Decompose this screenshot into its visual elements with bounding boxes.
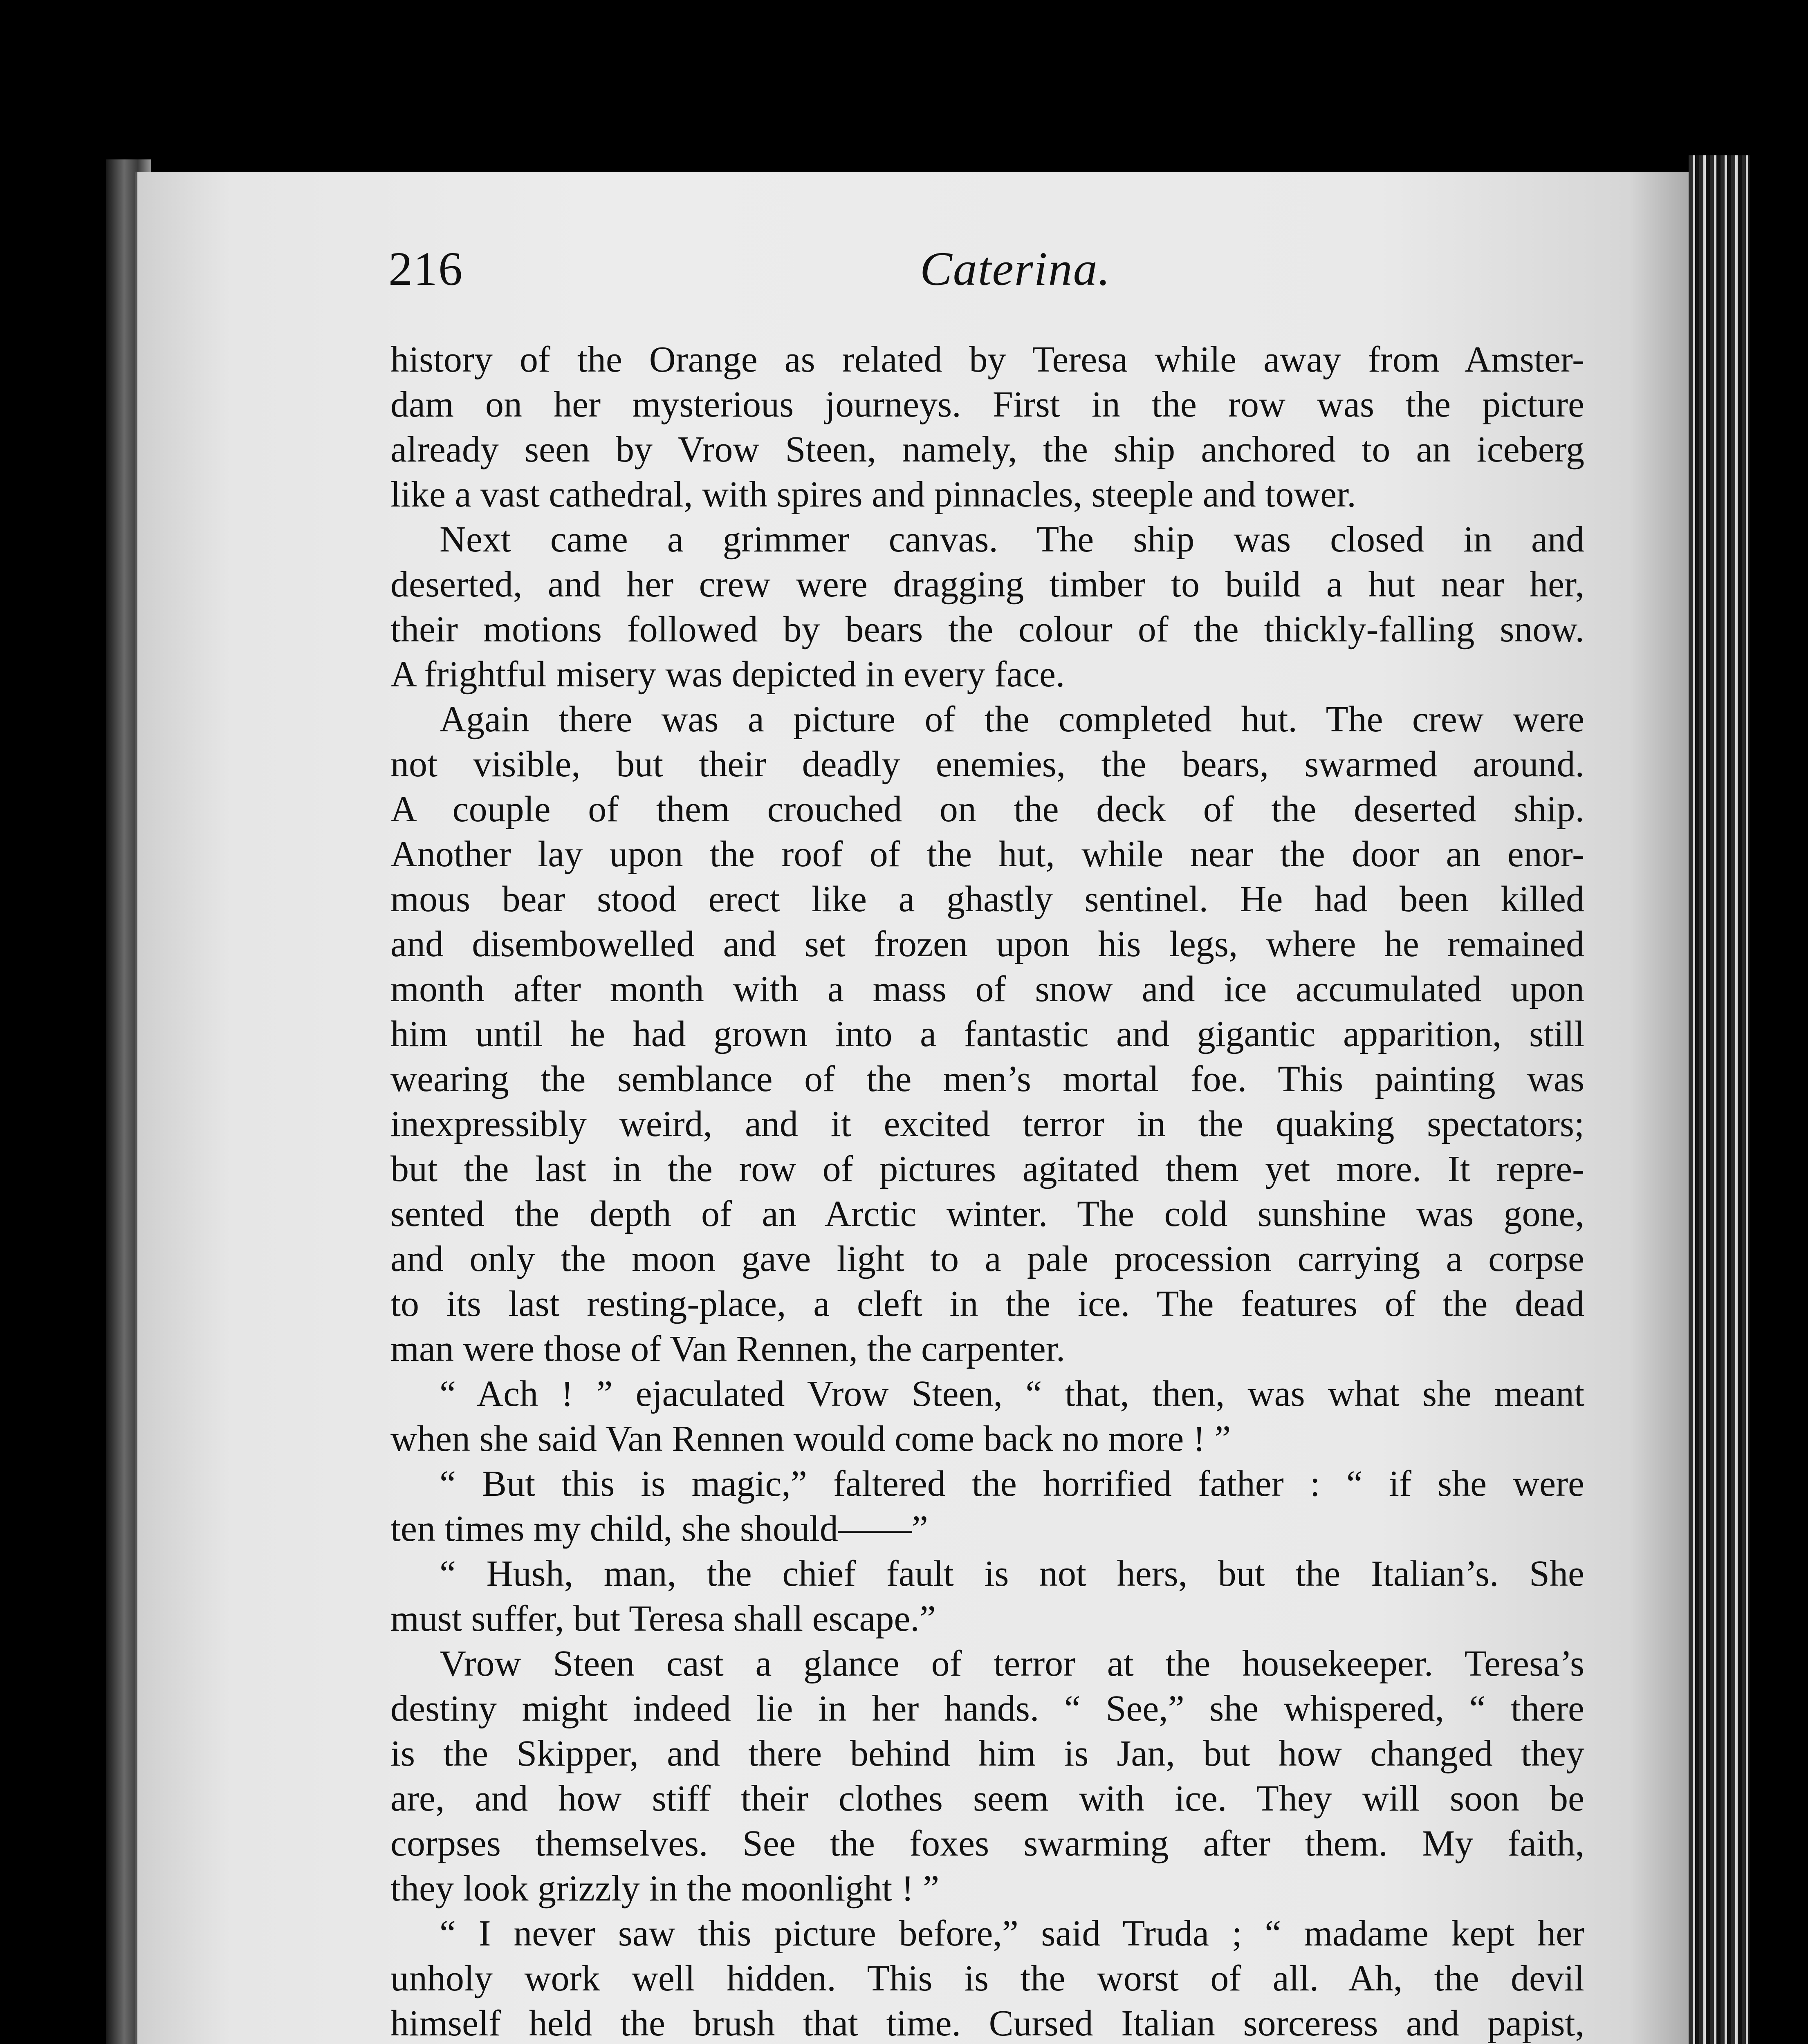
text-line: their motions followed by bears the colour of the thickly-falling snow. xyxy=(390,609,1584,650)
text-line: is the Skipper, and there behind him is Jan, but how changed they xyxy=(390,1733,1584,1774)
text-line: when she said Van Rennen would come back no more ! ” xyxy=(390,1419,1231,1459)
text-line: Again there was a picture of the completed hut. The crew were xyxy=(440,699,1584,740)
text-line: Vrow Steen cast a glance of terror at the housekeeper. Teresa’s xyxy=(440,1643,1584,1684)
body-text xyxy=(390,337,1584,2044)
page-header xyxy=(388,241,1586,298)
text-line: himself held the brush that time. Cursed Italian sorceress and papist, xyxy=(390,2003,1584,2044)
text-line: sented the depth of an Arctic winter. The cold sunshine was gone, xyxy=(390,1194,1584,1234)
text-line: deserted, and her crew were dragging timber to build a hut near her, xyxy=(390,564,1584,605)
text-line: ten times my child, she should——” xyxy=(390,1508,928,1549)
text-line: inexpressibly weird, and it excited terror in the quaking spectators; xyxy=(390,1104,1584,1144)
text-line: “ Hush, man, the chief fault is not hers, but the Italian’s. She xyxy=(440,1553,1584,1594)
text-line: they look grizzly in the moonlight ! ” xyxy=(390,1868,940,1909)
running-title: Caterina. xyxy=(920,242,1111,296)
text-line: destiny might indeed lie in her hands. “ See,” she whispered, “ there xyxy=(390,1688,1584,1729)
text-line: and disembowelled and set frozen upon his legs, where he remained xyxy=(390,924,1584,964)
text-line: and only the moon gave light to a pale procession carrying a corpse xyxy=(390,1239,1584,1279)
text-line: A couple of them crouched on the deck of the deserted ship. xyxy=(390,789,1584,829)
text-line: mous bear stood erect like a ghastly sentinel. He had been killed xyxy=(390,879,1584,919)
text-line: already seen by Vrow Steen, namely, the ship anchored to an iceberg xyxy=(390,429,1584,470)
text-line: A frightful misery was depicted in every face. xyxy=(390,654,1065,695)
text-line: man were those of Van Rennen, the carpenter. xyxy=(390,1329,1066,1369)
text-line: Next came a grimmer canvas. The ship was closed in and xyxy=(440,519,1584,560)
page-number: 216 xyxy=(388,242,463,296)
text-line: “ Ach ! ” ejaculated Vrow Steen, “ that, then, was what she meant xyxy=(440,1374,1584,1414)
text-line: “ I never saw this picture before,” said Truda ; “ madame kept her xyxy=(440,1913,1584,1954)
text-line: him until he had grown into a fantastic and gigantic apparition, still xyxy=(390,1014,1584,1054)
text-line: to its last resting-place, a cleft in the ice. The features of the dead xyxy=(390,1284,1584,1324)
text-line: like a vast cathedral, with spires and pinnacles, steeple and tower. xyxy=(390,474,1356,515)
text-line: wearing the semblance of the men’s mortal foe. This painting was xyxy=(390,1059,1584,1099)
text-line: are, and how stiff their clothes seem with ice. They will soon be xyxy=(390,1778,1584,1819)
text-line: must suffer, but Teresa shall escape.” xyxy=(390,1598,936,1639)
text-line: but the last in the row of pictures agitated them yet more. It repre- xyxy=(390,1149,1584,1189)
text-line: month after month with a mass of snow and ice accumulated upon xyxy=(390,969,1584,1009)
text-line: “ But this is magic,” faltered the horrified father : “ if she were xyxy=(440,1464,1584,1504)
text-line: Another lay upon the roof of the hut, while near the door an enor- xyxy=(390,834,1584,874)
page-edges xyxy=(1689,155,1750,2044)
text-line: history of the Orange as related by Teresa while away from Amster- xyxy=(390,339,1584,380)
text-line: dam on her mysterious journeys. First in the row was the picture xyxy=(390,384,1584,425)
text-line: corpses themselves. See the foxes swarming after them. My faith, xyxy=(390,1823,1584,1864)
text-line: unholy work well hidden. This is the worst of all. Ah, the devil xyxy=(390,1958,1584,1999)
text-line: not visible, but their deadly enemies, the bears, swarmed around. xyxy=(390,744,1584,784)
